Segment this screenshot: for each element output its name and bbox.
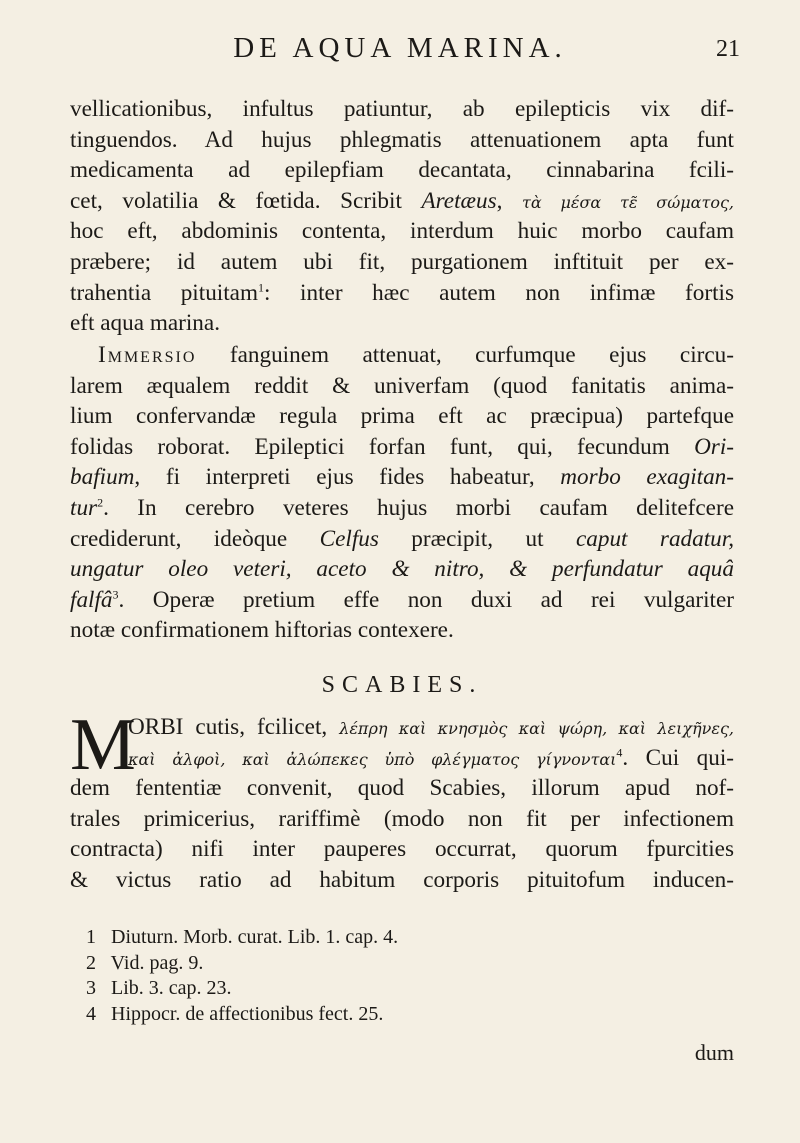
greek-quote: λέπρη καὶ κνησμὸς καὶ ψώρη, καὶ λειχῆνες, (339, 719, 734, 738)
footnote (86, 976, 686, 1002)
footnotes (86, 925, 686, 1027)
text-line (70, 493, 734, 524)
footnote (86, 1002, 686, 1028)
footnote-number: 2 (86, 951, 96, 974)
text-fragment: folidas roborat. Epileptici forfan funt, qui, fecundum (70, 433, 695, 460)
quote-fragment: caput radatur, (575, 525, 734, 552)
text-line: trales primicerius, rariffimè (modo non fit per infectionem (70, 805, 734, 832)
text-fragment: ORBI cutis, fcilicet, (128, 714, 340, 740)
text-line (70, 340, 734, 371)
footnote-ref: 4 (616, 744, 623, 759)
text-fragment: . In cerebro veteres hujus morbi caufam delitefcere (103, 494, 734, 521)
section-title: SCABIES. (321, 672, 483, 698)
quote-fragment: ungatur oleo veteri, aceto & nitro, & perfundatur aquâ (70, 556, 734, 583)
footnote-ref: 3 (112, 587, 119, 602)
author-name: Celfus (319, 525, 379, 552)
footnote-ref: 2 (97, 495, 104, 510)
author-name: Aretæus (421, 187, 497, 214)
text-fragment: trahentia pituitam (70, 279, 258, 306)
text-line: lium confervandæ regula prima eft ac præcipua) partefque (70, 403, 734, 430)
lead-word: Immersio (98, 342, 197, 368)
paragraph-immersio (70, 340, 734, 646)
footnote (86, 925, 686, 951)
text-fragment: . Operæ pretium effe non duxi ad rei vulgariter (118, 586, 734, 613)
footnote-text: Diuturn. Morb. curat. Lib. 1. cap. 4. (111, 926, 399, 948)
text-line: tinguendos. Ad hujus phlegmatis attenuationem apta funt (70, 126, 734, 153)
text-fragment: , fi interpreti ejus fides habeatur, (134, 464, 561, 491)
text-line: vellicationibus, infultus patiuntur, ab epilepticis vix dif- (70, 96, 734, 122)
author-name: bafium (70, 464, 135, 491)
footnote-text: Vid. pag. 9. (110, 951, 204, 974)
greek-quote: καὶ ἀλφοὶ, καὶ ἀλώπεκες ὑπὸ φλέγματος γίγνονται (128, 749, 617, 769)
footnote-text: Lib. 3. cap. 23. (111, 977, 232, 999)
text-line: medicamenta ad epilepfiam decantata, cinnabarina fcili- (70, 157, 734, 184)
quote-fragment: morbo exagitan- (560, 464, 734, 491)
text-fragment: fanguinem attenuat, curfumque ejus circu- (196, 342, 734, 368)
text-line (70, 554, 734, 585)
text-fragment: crediderunt, ideòque (70, 525, 320, 552)
text-line (70, 743, 734, 774)
text-line (70, 462, 734, 493)
text-line: cet, volatilia & fœtida. Scribit Aretæus, τὰ μέσα τε̃ σώματος, (70, 187, 734, 214)
paragraph-epilepsy (70, 94, 734, 339)
author-name: Ori- (694, 433, 734, 460)
footnote-number: 4 (86, 1002, 96, 1025)
page-header (60, 32, 740, 72)
text-line: hoc eft, abdominis contenta, interdum huic morbo caufam (70, 218, 734, 245)
text-line: & victus ratio ad habitum corporis pituitofum inducen- (70, 866, 734, 893)
quote-fragment: tur (70, 494, 98, 521)
page-number: 21 (716, 36, 740, 62)
footnote (86, 951, 686, 977)
text-line (70, 432, 734, 463)
text-line (70, 712, 734, 743)
greek-quote: τὰ μέσα τε̃ σώματος, (521, 192, 734, 212)
text-fragment: cet, volatilia & fœtida. Scribit (70, 187, 422, 214)
paragraph-scabies (70, 704, 734, 896)
running-title: DE AQUA MARINA. (233, 32, 567, 64)
footnote-number: 3 (86, 977, 96, 999)
text-line: notæ confirmationem hiftorias contexere. (70, 617, 454, 644)
text-line: præbere; id autem ubi fit, purgationem inftituit per ex- (70, 248, 734, 275)
text-line (70, 585, 734, 616)
footnote-number: 1 (86, 926, 96, 948)
text-line: dem fententiæ convenit, quod Scabies, illorum apud nof- (70, 775, 734, 802)
quote-fragment: falfâ (70, 586, 113, 613)
text-fragment: . Cui qui- (622, 744, 734, 771)
catchword: dum (694, 1040, 734, 1065)
drop-cap: M (70, 704, 136, 786)
footnote-text: Hippocr. de affectionibus fect. 25. (111, 1002, 384, 1025)
text-line: contracta) nifi inter pauperes occurrat, quorum fpurcities (70, 836, 734, 863)
text-line (70, 524, 734, 555)
text-line: larem æqualem reddit & univerfam (quod fanitatis anima- (70, 372, 734, 399)
footnote-ref: 1 (258, 279, 264, 294)
text-fragment: præcipit, ut (378, 525, 576, 552)
text-line (70, 278, 734, 309)
text-fragment: : inter hæc autem non infimæ fortis (264, 279, 734, 306)
text-line: eft aqua marina. (70, 310, 220, 337)
